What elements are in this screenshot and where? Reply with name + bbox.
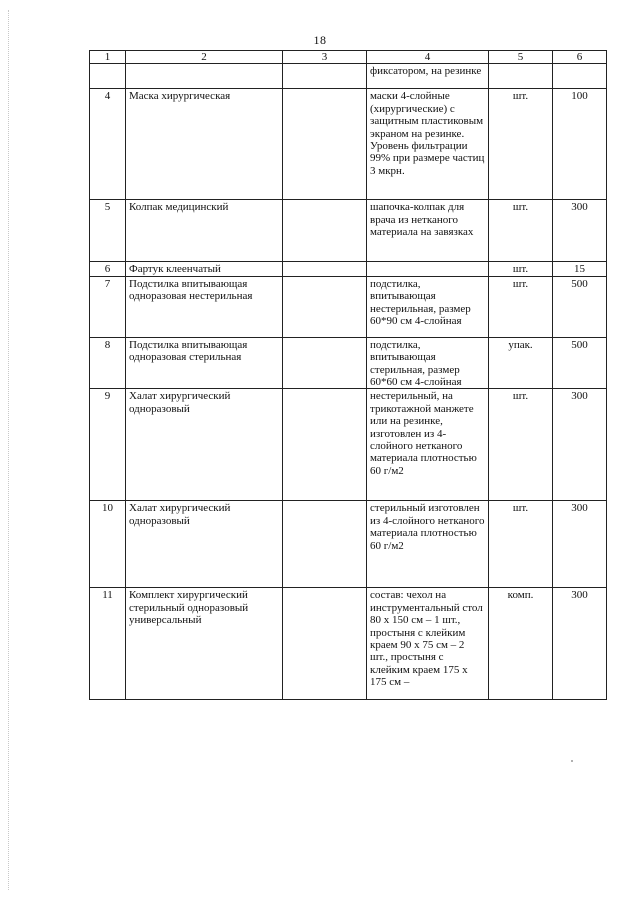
item-unit: шт. — [489, 262, 553, 276]
table-row — [90, 337, 607, 389]
item-unit: упак. — [489, 337, 553, 389]
header-col-2: 2 — [126, 51, 283, 64]
table-row — [90, 89, 607, 200]
item-quantity: 300 — [553, 501, 607, 588]
item-name: Колпак медицинский — [126, 200, 283, 262]
item-col3 — [283, 64, 367, 89]
item-quantity: 500 — [553, 276, 607, 337]
table-row — [90, 389, 607, 501]
item-unit: шт. — [489, 501, 553, 588]
scan-speck — [571, 760, 573, 762]
row-number: 10 — [90, 501, 126, 588]
item-description: фиксатором, на резинке — [367, 64, 489, 89]
item-quantity: 15 — [553, 262, 607, 276]
item-name: Фартук клеенчатый — [126, 262, 283, 276]
item-col3 — [283, 276, 367, 337]
item-description: нестерильный, на трикотажной манжете или на резинке, изготовлен из 4-слойного нетканого материала плотностью 60 г/м2 — [367, 389, 489, 501]
row-number: 11 — [90, 588, 126, 700]
item-unit: шт. — [489, 389, 553, 501]
table-row — [90, 276, 607, 337]
item-quantity: 500 — [553, 337, 607, 389]
scan-edge-line — [8, 10, 9, 890]
item-quantity: 300 — [553, 588, 607, 700]
header-col-3: 3 — [283, 51, 367, 64]
item-col3 — [283, 262, 367, 276]
item-unit — [489, 64, 553, 89]
row-number: 9 — [90, 389, 126, 501]
item-description: маски 4-слойные (хирургические) с защитным пластиковым экраном на резинке. Уровень фильтрации 99% при размере частиц 3 мкрн. — [367, 89, 489, 200]
header-col-4: 4 — [367, 51, 489, 64]
header-col-1: 1 — [90, 51, 126, 64]
table-row — [90, 262, 607, 276]
item-description: подстилка, впитывающая нестерильная, размер 60*90 см 4-слойная — [367, 276, 489, 337]
item-description: подстилка, впитывающая стерильная, размер 60*60 см 4-слойная — [367, 337, 489, 389]
item-col3 — [283, 501, 367, 588]
item-unit: шт. — [489, 89, 553, 200]
table-row — [90, 501, 607, 588]
item-unit: шт. — [489, 276, 553, 337]
item-quantity: 100 — [553, 89, 607, 200]
item-name: Подстилка впитывающая одноразовая нестерильная — [126, 276, 283, 337]
specification-table — [89, 50, 607, 700]
item-description: шапочка-колпак для врача из нетканого материала на завязках — [367, 200, 489, 262]
item-name: Комплект хирургический стерильный одноразовый универсальный — [126, 588, 283, 700]
item-name: Халат хирургический одноразовый — [126, 501, 283, 588]
item-quantity: 300 — [553, 200, 607, 262]
item-col3 — [283, 389, 367, 501]
item-col3 — [283, 200, 367, 262]
item-name: Маска хирургическая — [126, 89, 283, 200]
item-description — [367, 262, 489, 276]
table-row — [90, 588, 607, 700]
item-unit: шт. — [489, 200, 553, 262]
row-number: 8 — [90, 337, 126, 389]
row-number: 4 — [90, 89, 126, 200]
table-header-row — [90, 51, 607, 64]
header-col-5: 5 — [489, 51, 553, 64]
row-number: 5 — [90, 200, 126, 262]
header-col-6: 6 — [553, 51, 607, 64]
table-row — [90, 64, 607, 89]
row-number: 7 — [90, 276, 126, 337]
item-unit: комп. — [489, 588, 553, 700]
item-col3 — [283, 588, 367, 700]
row-number: 6 — [90, 262, 126, 276]
item-col3 — [283, 337, 367, 389]
row-number — [90, 64, 126, 89]
item-quantity — [553, 64, 607, 89]
item-name — [126, 64, 283, 89]
item-description: стерильный изготовлен из 4-слойного нетканого материала плотностью 60 г/м2 — [367, 501, 489, 588]
item-name: Халат хирургический одноразовый — [126, 389, 283, 501]
page-number: 18 — [313, 33, 327, 47]
item-quantity: 300 — [553, 389, 607, 501]
table-row — [90, 200, 607, 262]
item-col3 — [283, 89, 367, 200]
item-description: состав: чехол на инструментальный стол 80 х 150 см – 1 шт., простыня с клейким краем 90 х 75 см – 2 шт., простыня с клейким краем 175 х 175 см – — [367, 588, 489, 700]
item-name: Подстилка впитывающая одноразовая стерильная — [126, 337, 283, 389]
